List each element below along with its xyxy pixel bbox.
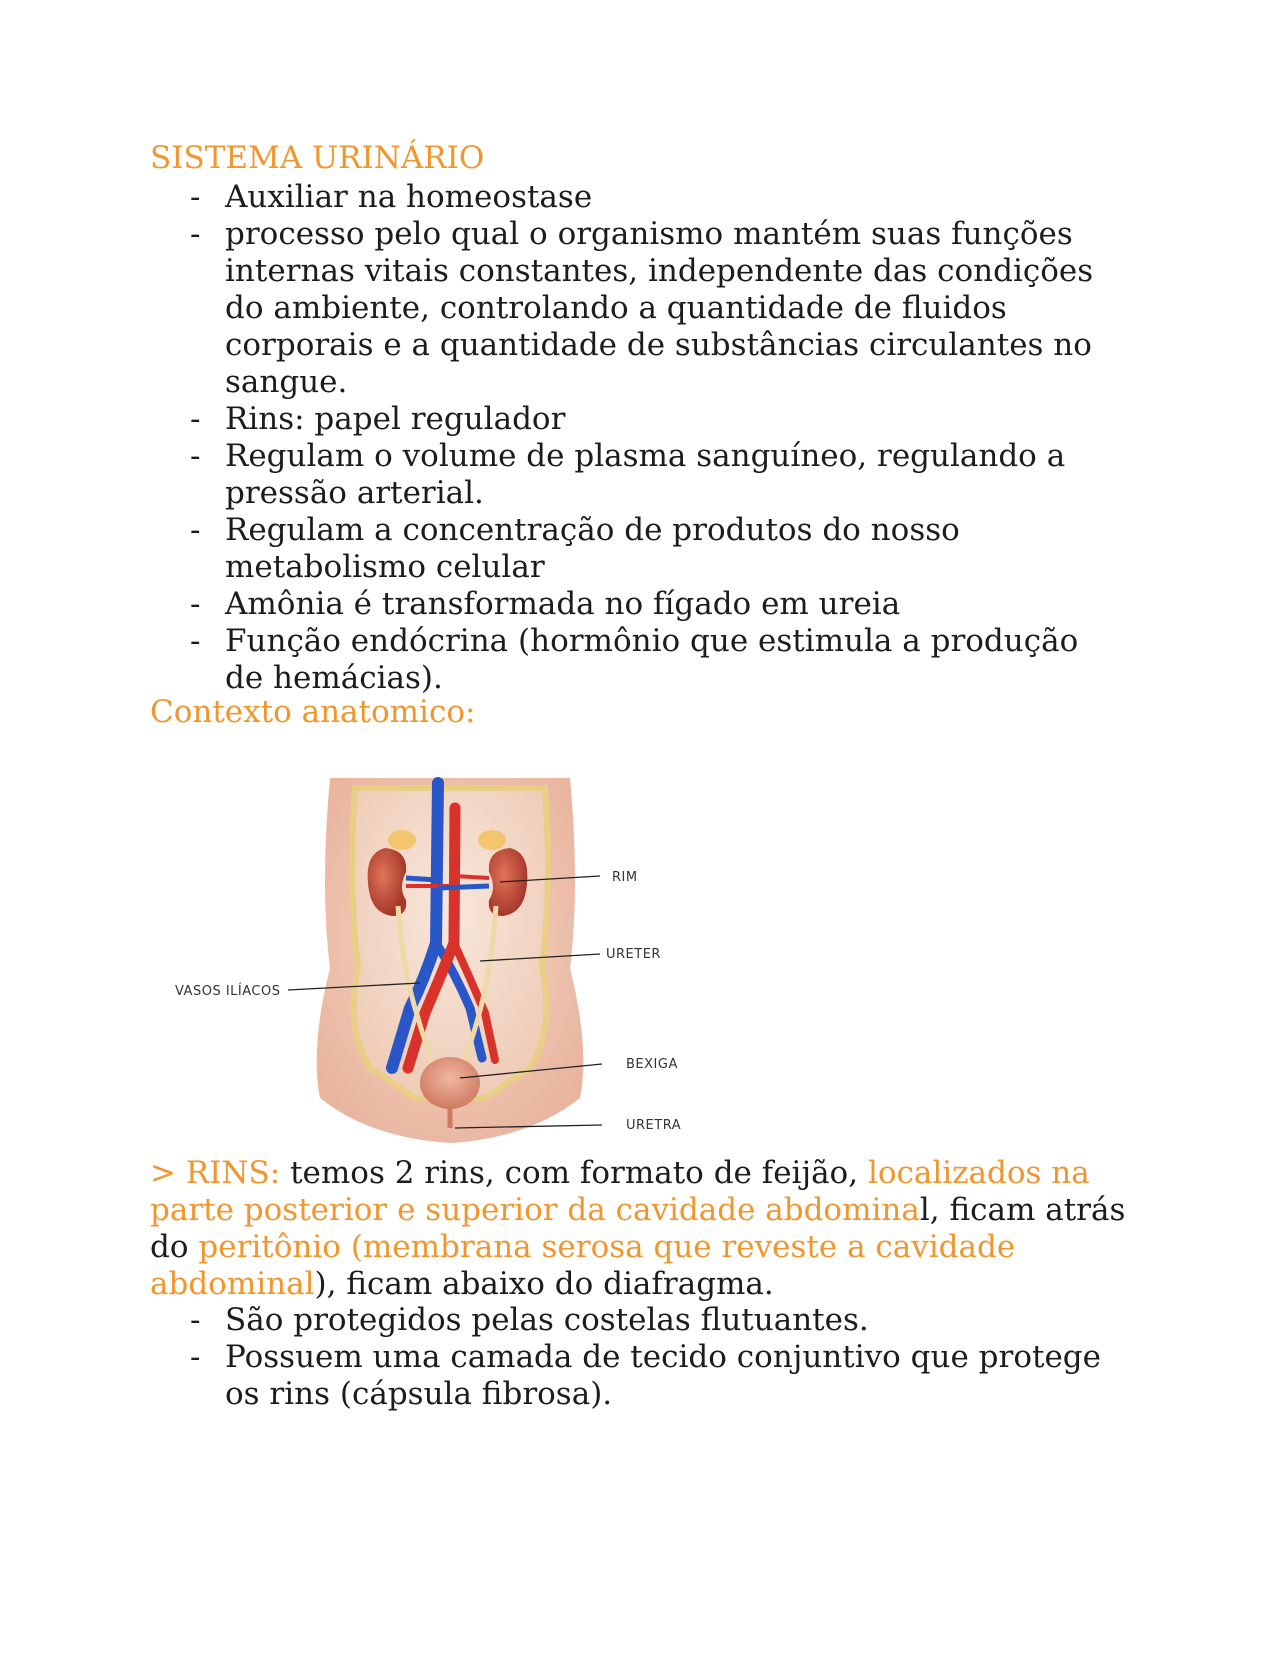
list-item-text: São protegidos pelas costelas flutuantes.	[225, 1302, 869, 1338]
list-item-text: Função endócrina (hormônio que estimula a produção de hemácias).	[225, 623, 1079, 696]
dash-bullet: -	[190, 216, 201, 252]
urinary-system-illustration	[170, 768, 730, 1148]
list-item	[0, 1302, 1125, 1339]
dash-bullet: -	[190, 623, 201, 659]
label-vasos-iliacos: VASOS ILÍACOS	[175, 984, 281, 999]
bladder	[420, 1057, 480, 1109]
dash-bullet: -	[190, 1302, 201, 1338]
list-item	[0, 586, 1125, 623]
rins-highlight-2: peritônio (membrana serosa que reveste a cavidade abdominal	[150, 1229, 1016, 1302]
list-item-text: Auxiliar na homeostase	[225, 179, 593, 215]
label-uretra: URETRA	[626, 1118, 682, 1133]
label-ureter: URETER	[606, 947, 661, 962]
list-item	[0, 179, 1125, 216]
list-item-text: Regulam o volume de plasma sanguíneo, regulando a pressão arterial.	[225, 438, 1066, 511]
rins-text-2: l, ficam atrás do	[150, 1192, 1126, 1265]
list-item	[0, 623, 1125, 697]
rins-paragraph	[150, 1155, 1140, 1303]
section-title: SISTEMA URINÁRIO	[150, 140, 485, 176]
adrenal-left	[388, 830, 416, 850]
rins-text-3: ), ficam abaixo do diafragma.	[314, 1266, 774, 1302]
list-item-text: Amônia é transformada no fígado em ureia	[225, 586, 901, 622]
rins-highlight-1: localizados na parte posterior e superior da cavidade abdomina	[150, 1155, 1090, 1228]
anatomy-subheading: Contexto anatomico:	[150, 694, 476, 730]
list-item	[0, 1339, 1125, 1413]
dash-bullet: -	[190, 438, 201, 474]
label-bexiga: BEXIGA	[626, 1057, 678, 1072]
dash-bullet: -	[190, 179, 201, 215]
homeostase-list	[0, 179, 1125, 697]
list-item	[0, 216, 1125, 401]
dash-bullet: -	[190, 1339, 201, 1375]
rins-text-1: temos 2 rins, com formato de feijão,	[280, 1155, 868, 1191]
list-item-text: Rins: papel regulador	[225, 401, 566, 437]
dash-bullet: -	[190, 586, 201, 622]
list-item-text: processo pelo qual o organismo mantém suas funções internas vitais constantes, independente das condições do ambiente, controlando a quantidade de fluidos corporais e a quantidade de substâncias circulantes no sangue.	[225, 216, 1094, 400]
dash-bullet: -	[190, 401, 201, 437]
label-rim: RIM	[612, 870, 638, 885]
list-item-text: Regulam a concentração de produtos do nosso metabolismo celular	[225, 512, 960, 585]
dash-bullet: -	[190, 512, 201, 548]
rins-prefix: > RINS:	[150, 1155, 281, 1191]
adrenal-right	[478, 830, 506, 850]
list-item-text: Possuem uma camada de tecido conjuntivo que protege os rins (cápsula fibrosa).	[225, 1339, 1101, 1412]
list-item	[0, 438, 1125, 512]
list-item	[0, 512, 1125, 586]
rins-protection-list	[0, 1302, 1125, 1413]
list-item	[0, 401, 1125, 438]
